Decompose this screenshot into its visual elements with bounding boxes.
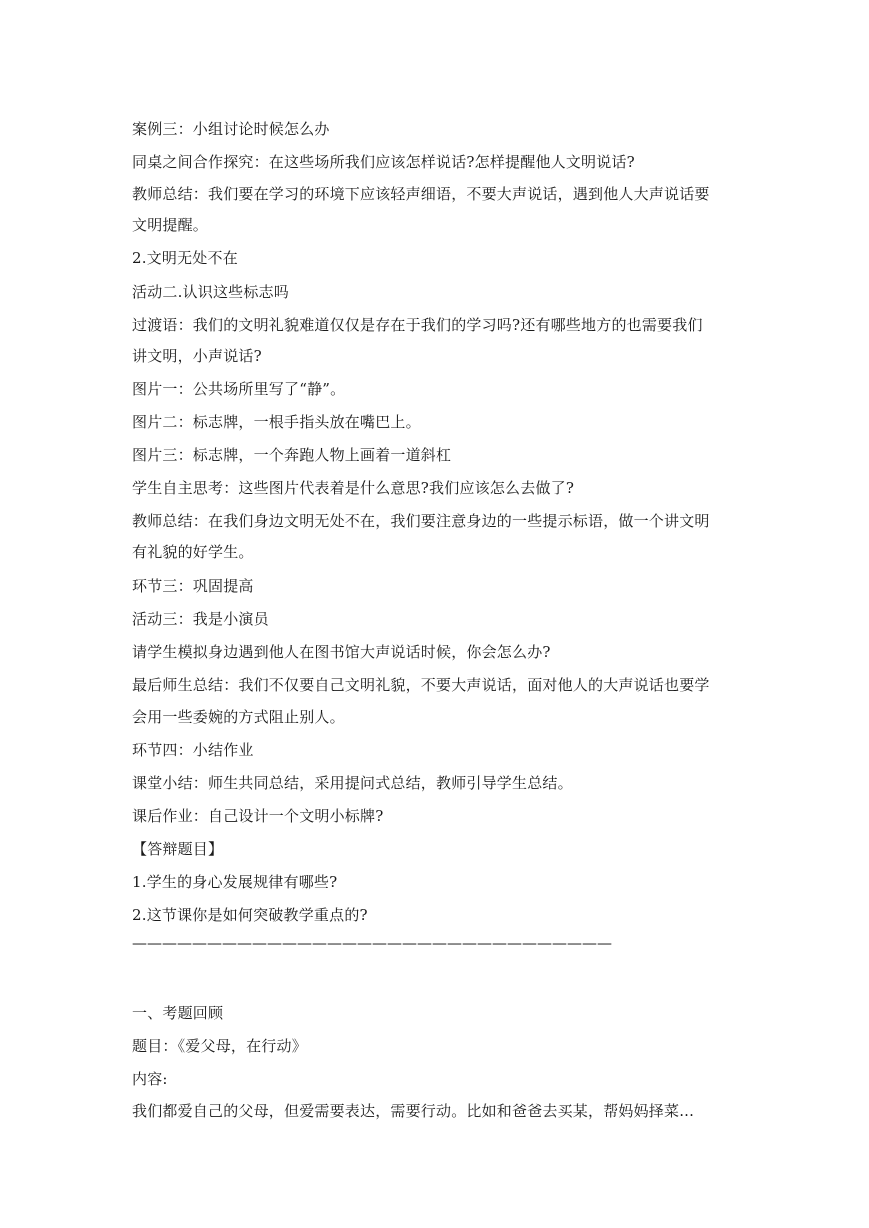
text-line: 教师总结：在我们身边文明无处不在，我们要注意身边的一些提示标语，做一个讲文明 — [132, 512, 710, 530]
text-line: 文明提醒。 — [132, 216, 209, 234]
text-line: 过渡语：我们的文明礼貌难道仅仅是存在于我们的学习吗?还有哪些地方的也需要我们 — [132, 316, 703, 334]
text-line: 图片二：标志牌，一根手指头放在嘴巴上。 — [132, 413, 421, 431]
text-line: 教师总结：我们要在学习的环境下应该轻声细语，不要大声说话，遇到他人大声说话要 — [132, 185, 710, 203]
section-heading: 环节三：巩固提高 — [132, 577, 254, 595]
text-line: 案例三：小组讨论时候怎么办 — [132, 120, 330, 138]
text-line: 同桌之间合作探究：在这些场所我们应该怎样说话?怎样提醒他人文明说话? — [132, 153, 635, 171]
text-line: 讲文明，小声说话? — [132, 347, 262, 365]
text-line: 图片一：公共场所里写了“静”。 — [132, 380, 346, 398]
text-line: 请学生模拟身边遇到他人在图书馆大声说话时候，你会怎么办? — [132, 643, 551, 661]
section-heading: 一、考题回顾 — [132, 1004, 224, 1022]
activity-heading: 活动二.认识这些标志吗 — [132, 283, 289, 301]
text-line: 课堂小结：师生共同总结，采用提问式总结，教师引导学生总结。 — [132, 774, 573, 792]
section-heading: 环节四：小结作业 — [132, 741, 254, 759]
text-line: 会用一些委婉的方式阻止别人。 — [132, 708, 345, 726]
section-heading: 2.文明无处不在 — [132, 249, 238, 267]
question-item: 2.这节课你是如何突破教学重点的? — [132, 906, 368, 924]
exam-title: 题目：《爱父母，在行动》 — [132, 1037, 307, 1055]
text-line: 图片三：标志牌，一个奔跑人物上画着一道斜杠 — [132, 446, 452, 464]
text-line: 最后师生总结：我们不仅要自己文明礼貌，不要大声说话，面对他人的大声说话也要学 — [132, 676, 710, 694]
text-line: 学生自主思考：这些图片代表着是什么意思?我们应该怎么去做了? — [132, 479, 575, 497]
question-item: 1.学生的身心发展规律有哪些? — [132, 873, 338, 891]
activity-heading: 活动三：我是小演员 — [132, 610, 269, 628]
text-line: 有礼貌的好学生。 — [132, 543, 254, 561]
defense-questions-heading: 【答辩题目】 — [132, 840, 224, 858]
text-line: 课后作业：自己设计一个文明小标牌? — [132, 807, 384, 825]
content-label: 内容: — [132, 1070, 168, 1088]
content-text: 我们都爱自己的父母，但爱需要表达，需要行动。比如和爸爸去买某，帮妈妈择菜... — [132, 1102, 695, 1120]
divider: ———————————————————————————————— — [132, 934, 612, 952]
